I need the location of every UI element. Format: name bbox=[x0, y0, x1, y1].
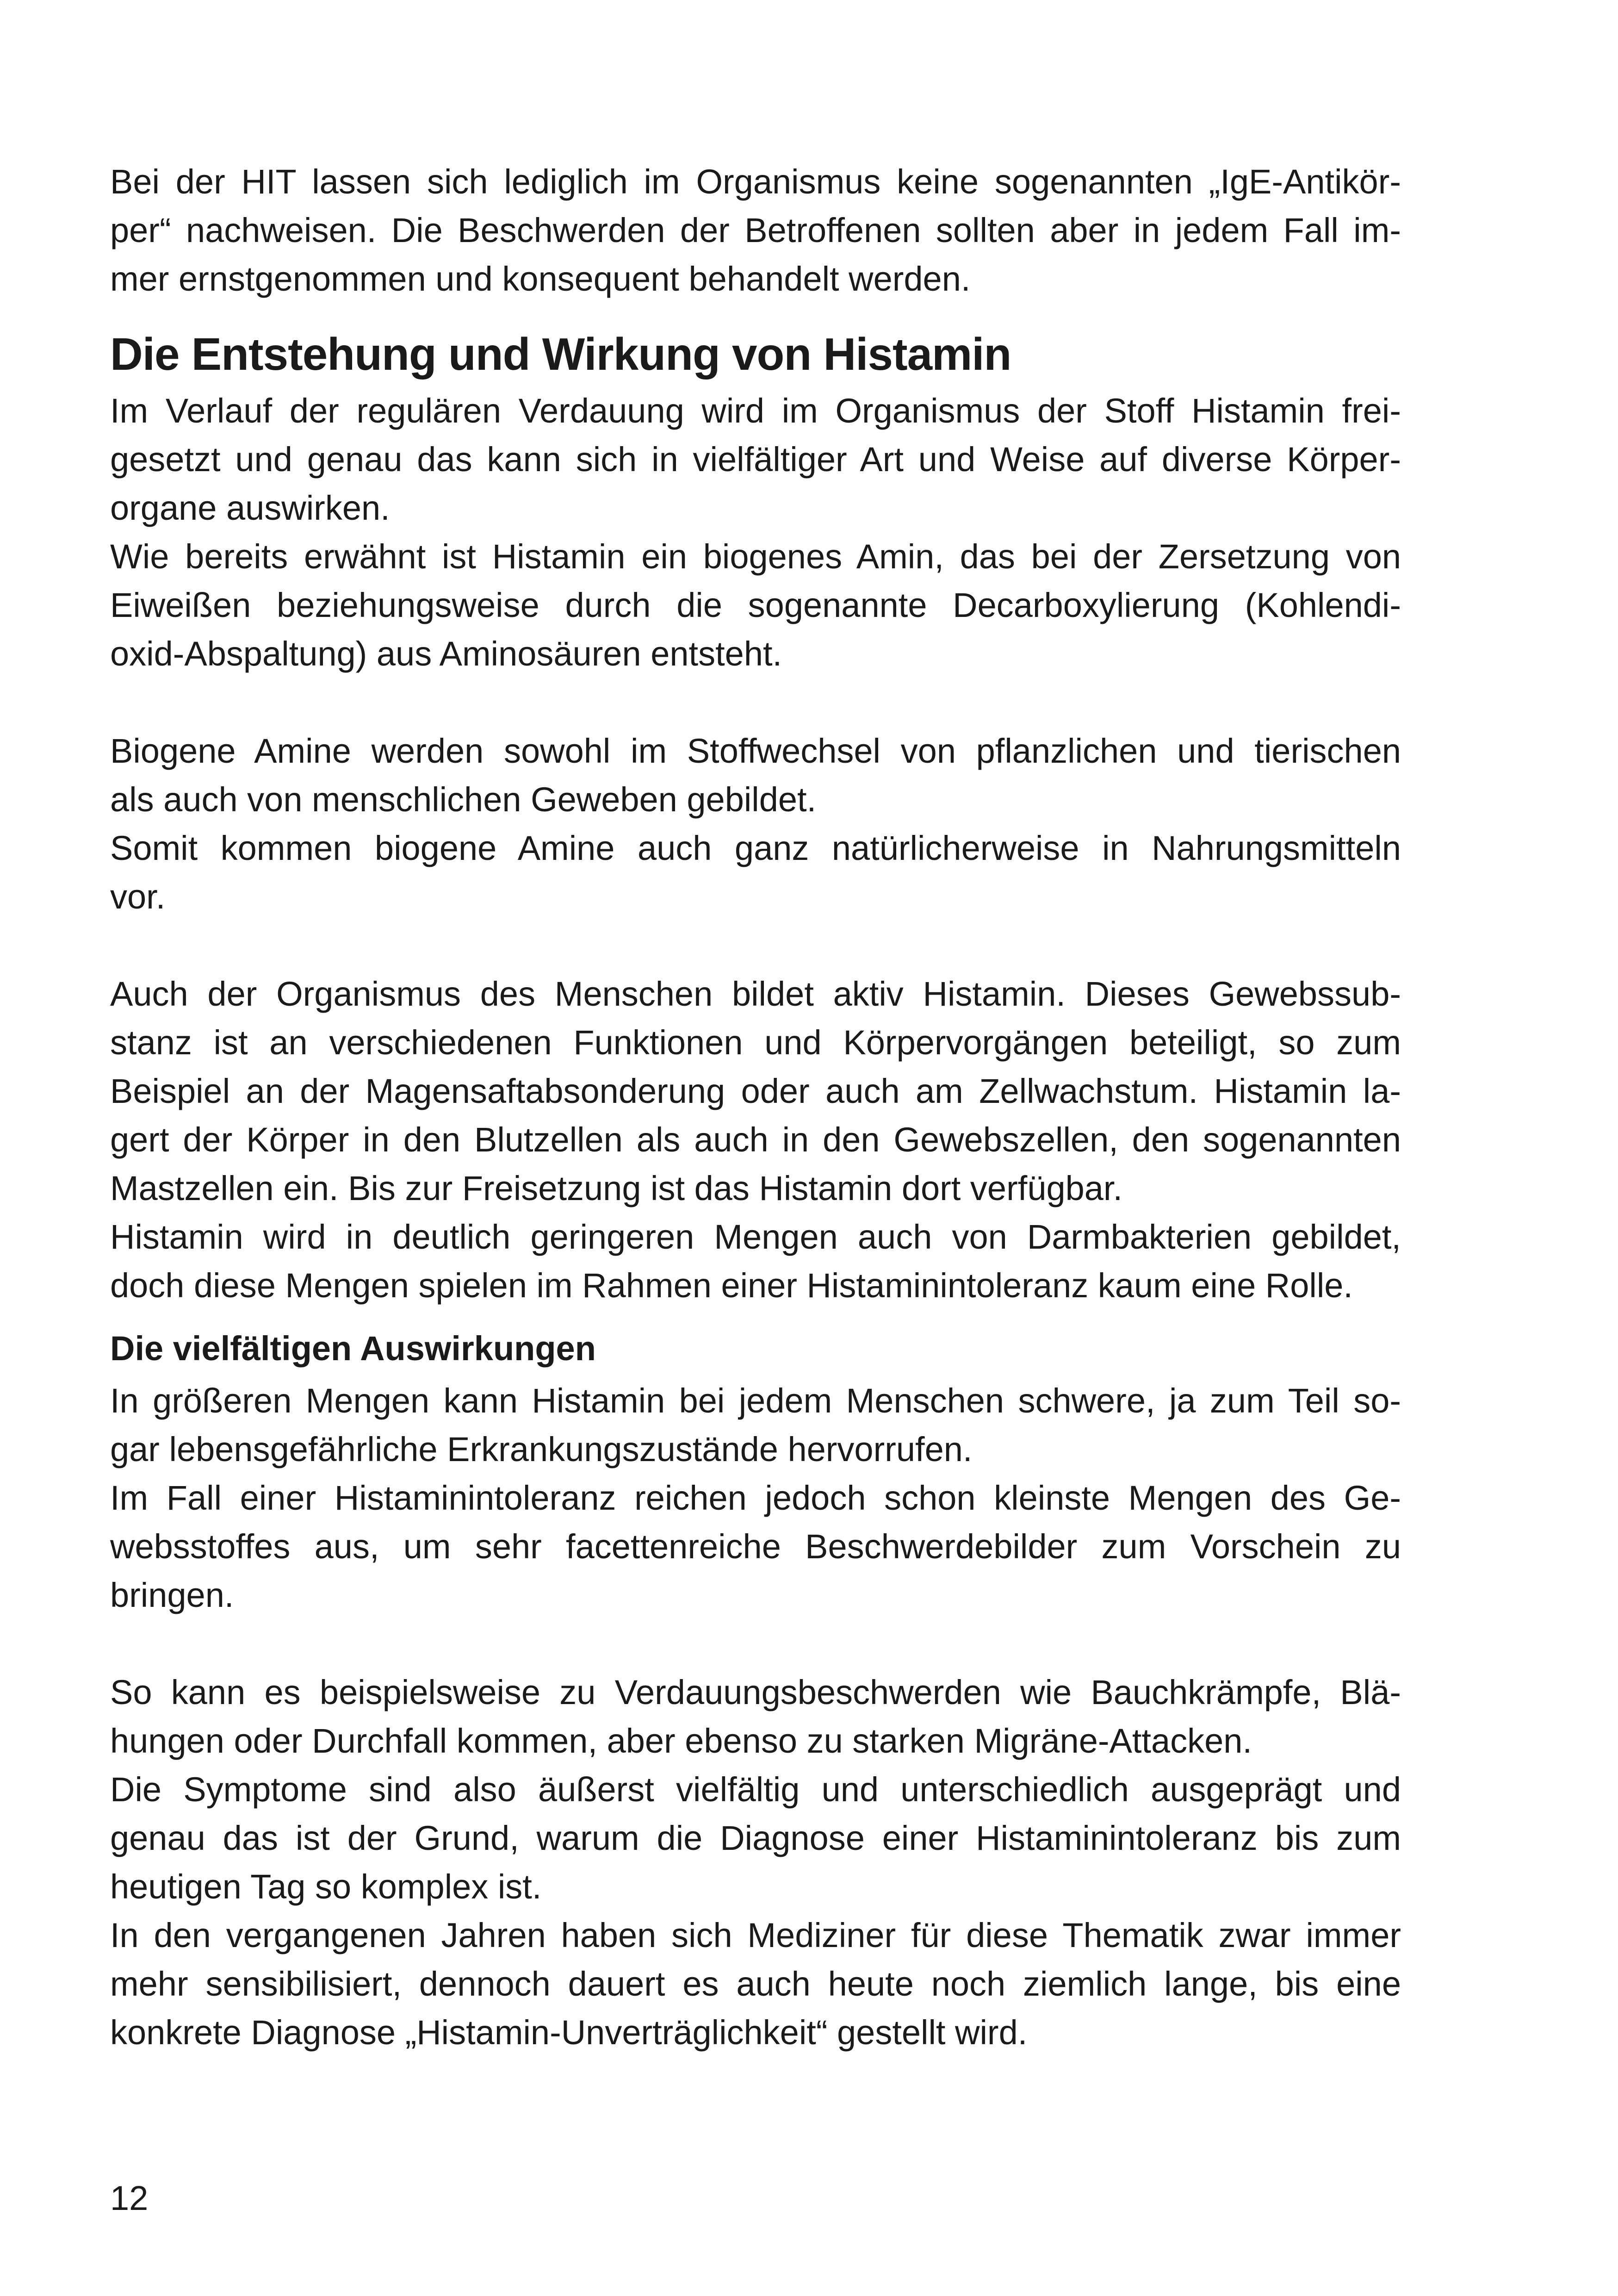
text-line: Auch der Organismus des Menschen bildet aktiv Histamin. Dieses Gewebssub- bbox=[110, 975, 1401, 1013]
text-line: Eiweißen beziehungsweise durch die sogenannte Decarboxylierung (Kohlendi- bbox=[110, 586, 1401, 624]
paragraph-gap bbox=[110, 678, 1401, 727]
text-line: Im Verlauf der regulären Verdauung wird im Organismus der Stoff Histamin frei- bbox=[110, 392, 1401, 430]
intro-paragraph bbox=[110, 157, 1401, 303]
paragraph-gap bbox=[110, 921, 1401, 970]
text-line: vor. bbox=[110, 877, 166, 916]
paragraph-organismus bbox=[110, 970, 1401, 1310]
text-line: per“ nachweisen. Die Beschwerden der Betroffenen sollten aber in jedem Fall im- bbox=[110, 211, 1401, 249]
page-number: 12 bbox=[110, 2179, 149, 2217]
text-line: genau das ist der Grund, warum die Diagnose einer Histaminintoleranz bis zum bbox=[110, 1819, 1401, 1857]
text-line: heutigen Tag so komplex ist. bbox=[110, 1867, 542, 1906]
text-line: websstoffes aus, um sehr facettenreiche Beschwerdebilder zum Vorschein zu bbox=[110, 1527, 1401, 1566]
text-line: Histamin wird in deutlich geringeren Mengen auch von Darmbakterien gebildet, bbox=[110, 1218, 1401, 1256]
text-line: oxid-Abspaltung) aus Aminosäuren entsteht. bbox=[110, 635, 782, 673]
text-line: doch diese Mengen spielen im Rahmen einer Histaminintoleranz kaum eine Rolle. bbox=[110, 1266, 1353, 1305]
text-line: gesetzt und genau das kann sich in vielfältiger Art und Weise auf diverse Körper- bbox=[110, 440, 1401, 479]
text-line: gar lebensgefährliche Erkrankungszustände hervorrufen. bbox=[110, 1430, 973, 1468]
text-line: mehr sensibilisiert, dennoch dauert es auch heute noch ziemlich lange, bis eine bbox=[110, 1965, 1401, 2003]
text-line: So kann es beispielsweise zu Verdauungsbeschwerden wie Bauchkrämpfe, Blä- bbox=[110, 1673, 1401, 1711]
paragraph-auswirkungen bbox=[110, 1376, 1401, 1619]
subsection-heading: Die vielfältigen Auswirkungen bbox=[110, 1329, 596, 1368]
paragraph-gap bbox=[110, 1619, 1401, 1668]
text-line: organe auswirken. bbox=[110, 489, 390, 527]
text-line: In den vergangenen Jahren haben sich Mediziner für diese Thematik zwar immer bbox=[110, 1916, 1401, 1954]
text-line: Die Symptome sind also äußerst vielfältig und unterschiedlich ausgeprägt und bbox=[110, 1770, 1401, 1809]
text-line: stanz ist an verschiedenen Funktionen und Körpervorgängen beteiligt, so zum bbox=[110, 1023, 1401, 1062]
section-heading: Die Entstehung und Wirkung von Histamin bbox=[110, 329, 1011, 380]
page-content bbox=[110, 157, 1401, 2057]
text-line: konkrete Diagnose „Histamin-Unverträglichkeit“ gestellt wird. bbox=[110, 2013, 1028, 2052]
text-line: Mastzellen ein. Bis zur Freisetzung ist das Histamin dort verfügbar. bbox=[110, 1169, 1123, 1207]
text-line: In größeren Mengen kann Histamin bei jedem Menschen schwere, ja zum Teil so- bbox=[110, 1381, 1401, 1420]
text-line: Wie bereits erwähnt ist Histamin ein biogenes Amin, das bei der Zersetzung von bbox=[110, 537, 1401, 576]
text-line: hungen oder Durchfall kommen, aber ebenso zu starken Migräne-Attacken. bbox=[110, 1722, 1252, 1760]
paragraph-symptome bbox=[110, 1668, 1401, 2057]
text-line: Beispiel an der Magensaftabsonderung oder auch am Zellwachstum. Histamin la- bbox=[110, 1072, 1401, 1110]
text-line: mer ernstgenommen und konsequent behandelt werden. bbox=[110, 260, 971, 298]
paragraph-biogene-amine bbox=[110, 727, 1401, 921]
text-line: Im Fall einer Histaminintoleranz reichen jedoch schon kleinste Mengen des Ge- bbox=[110, 1479, 1401, 1517]
text-line: Biogene Amine werden sowohl im Stoffwechsel von pflanzlichen und tierischen bbox=[110, 732, 1401, 770]
text-line: gert der Körper in den Blutzellen als auch in den Gewebszellen, den sogenannten bbox=[110, 1120, 1401, 1159]
text-line: Somit kommen biogene Amine auch ganz natürlicherweise in Nahrungsmitteln bbox=[110, 829, 1401, 867]
text-line: als auch von menschlichen Geweben gebildet. bbox=[110, 780, 817, 819]
paragraph-verdauung bbox=[110, 386, 1401, 678]
text-line: Bei der HIT lassen sich lediglich im Organismus keine sogenannten „IgE-Antikör- bbox=[110, 162, 1401, 201]
text-line: bringen. bbox=[110, 1576, 234, 1614]
